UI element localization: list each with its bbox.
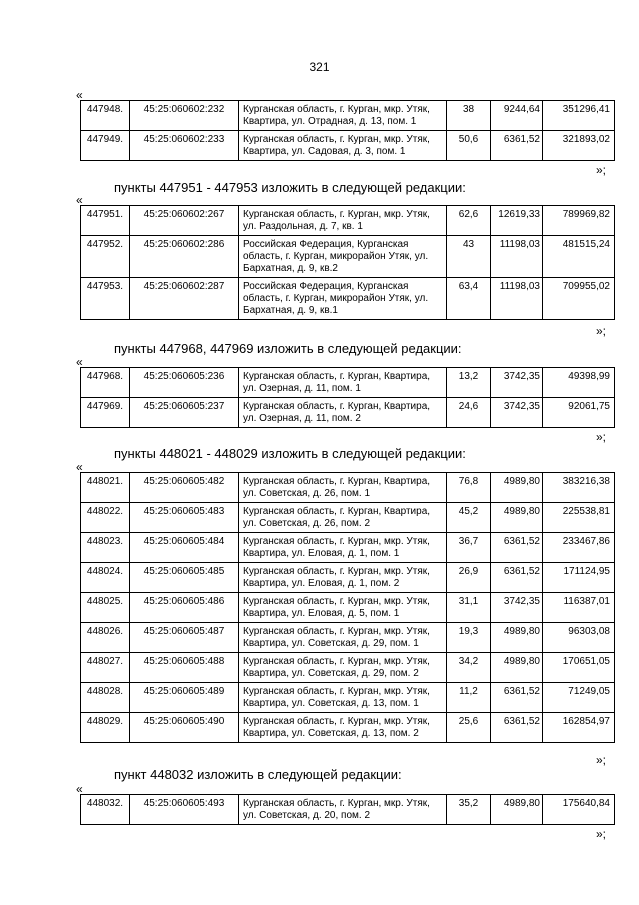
cadastral-number-cell: 45:25:060605:493: [130, 795, 239, 825]
address-cell: Курганская область, г. Курган, Квартира, ул. Озерная, д. 11, пом. 2: [239, 398, 447, 428]
unit-value-cell: 12619,33: [491, 206, 543, 236]
table-row: [81, 398, 615, 428]
unit-value-cell: 6361,52: [491, 131, 543, 161]
address-cell: Курганская область, г. Курган, мкр. Утяк, Квартира, ул. Отрадная, д. 13, пом. 1: [239, 101, 447, 131]
cadastral-number-cell: 45:25:060602:233: [130, 131, 239, 161]
area-cell: 11,2: [447, 683, 491, 713]
table-row: [81, 473, 615, 503]
unit-value-cell: 4989,80: [491, 473, 543, 503]
section-table: [80, 794, 615, 825]
area-cell: 34,2: [447, 653, 491, 683]
row-number-cell: 448032.: [81, 795, 130, 825]
cadastral-value-cell: 481515,24: [543, 236, 615, 278]
row-number-cell: 447968.: [81, 368, 130, 398]
open-quote: «: [76, 88, 83, 102]
row-number-cell: 448029.: [81, 713, 130, 743]
area-cell: 25,6: [447, 713, 491, 743]
address-cell: Курганская область, г. Курган, мкр. Утяк, ул. Раздольная, д. 7, кв. 1: [239, 206, 447, 236]
area-cell: 19,3: [447, 623, 491, 653]
row-number-cell: 448027.: [81, 653, 130, 683]
cadastral-number-cell: 45:25:060605:486: [130, 593, 239, 623]
unit-value-cell: 6361,52: [491, 563, 543, 593]
row-number-cell: 448024.: [81, 563, 130, 593]
cadastral-value-cell: 321893,02: [543, 131, 615, 161]
area-cell: 63,4: [447, 278, 491, 320]
unit-value-cell: 11198,03: [491, 278, 543, 320]
area-cell: 76,8: [447, 473, 491, 503]
area-cell: 36,7: [447, 533, 491, 563]
row-number-cell: 448026.: [81, 623, 130, 653]
unit-value-cell: 3742,35: [491, 398, 543, 428]
close-quote: »;: [596, 324, 607, 338]
cadastral-value-cell: 162854,97: [543, 713, 615, 743]
cadastral-number-cell: 45:25:060605:489: [130, 683, 239, 713]
section-heading: пункты 447968, 447969 изложить в следующей редакции:: [114, 341, 462, 356]
area-cell: 43: [447, 236, 491, 278]
table-row: [81, 713, 615, 743]
page-number: 321: [309, 60, 330, 74]
unit-value-cell: 4989,80: [491, 795, 543, 825]
cadastral-value-cell: 49398,99: [543, 368, 615, 398]
cadastral-number-cell: 45:25:060605:487: [130, 623, 239, 653]
area-cell: 13,2: [447, 368, 491, 398]
table-row: [81, 368, 615, 398]
cadastral-number-cell: 45:25:060605:490: [130, 713, 239, 743]
section-table: [80, 205, 615, 320]
table-row: [81, 206, 615, 236]
cadastral-value-cell: 116387,01: [543, 593, 615, 623]
area-cell: 62,6: [447, 206, 491, 236]
cadastral-number-cell: 45:25:060605:483: [130, 503, 239, 533]
unit-value-cell: 11198,03: [491, 236, 543, 278]
unit-value-cell: 9244,64: [491, 101, 543, 131]
close-quote: »;: [596, 827, 607, 841]
table-row: [81, 278, 615, 320]
cadastral-number-cell: 45:25:060605:236: [130, 368, 239, 398]
open-quote: «: [76, 782, 83, 796]
address-cell: Курганская область, г. Курган, Квартира, ул. Советская, д. 26, пом. 1: [239, 473, 447, 503]
cadastral-value-cell: 170651,05: [543, 653, 615, 683]
row-number-cell: 447951.: [81, 206, 130, 236]
address-cell: Курганская область, г. Курган, мкр. Утяк, Квартира, ул. Советская, д. 29, пом. 2: [239, 653, 447, 683]
table-row: [81, 101, 615, 131]
row-number-cell: 447953.: [81, 278, 130, 320]
table-row: [81, 236, 615, 278]
unit-value-cell: 4989,80: [491, 503, 543, 533]
open-quote: «: [76, 460, 83, 474]
address-cell: Курганская область, г. Курган, мкр. Утяк, Квартира, ул. Советская, д. 13, пом. 2: [239, 713, 447, 743]
address-cell: Курганская область, г. Курган, Квартира, ул. Советская, д. 26, пом. 2: [239, 503, 447, 533]
cadastral-value-cell: 171124,95: [543, 563, 615, 593]
table-row: [81, 623, 615, 653]
unit-value-cell: 6361,52: [491, 683, 543, 713]
row-number-cell: 448021.: [81, 473, 130, 503]
address-cell: Российская Федерация, Курганская область, г. Курган, микрорайон Утяк, ул. Бархатная, д. 9, кв.2: [239, 236, 447, 278]
table-row: [81, 533, 615, 563]
table-row: [81, 653, 615, 683]
cadastral-number-cell: 45:25:060605:485: [130, 563, 239, 593]
address-cell: Курганская область, г. Курган, Квартира, ул. Озерная, д. 11, пом. 1: [239, 368, 447, 398]
table-row: [81, 593, 615, 623]
cadastral-value-cell: 96303,08: [543, 623, 615, 653]
row-number-cell: 448028.: [81, 683, 130, 713]
section-heading: пункты 448021 - 448029 изложить в следующей редакции:: [114, 446, 466, 461]
row-number-cell: 448025.: [81, 593, 130, 623]
section-table: [80, 367, 615, 428]
unit-value-cell: 3742,35: [491, 593, 543, 623]
cadastral-value-cell: 175640,84: [543, 795, 615, 825]
area-cell: 35,2: [447, 795, 491, 825]
section-table: [80, 472, 615, 743]
cadastral-number-cell: 45:25:060602:267: [130, 206, 239, 236]
row-number-cell: 447949.: [81, 131, 130, 161]
address-cell: Курганская область, г. Курган, мкр. Утяк, Квартира, ул. Советская, д. 29, пом. 1: [239, 623, 447, 653]
cadastral-value-cell: 351296,41: [543, 101, 615, 131]
cadastral-value-cell: 789969,82: [543, 206, 615, 236]
area-cell: 45,2: [447, 503, 491, 533]
address-cell: Курганская область, г. Курган, мкр. Утяк, Квартира, ул. Советская, д. 13, пом. 1: [239, 683, 447, 713]
cadastral-value-cell: 225538,81: [543, 503, 615, 533]
table-row: [81, 503, 615, 533]
cadastral-value-cell: 709955,02: [543, 278, 615, 320]
table-row: [81, 563, 615, 593]
cadastral-number-cell: 45:25:060602:286: [130, 236, 239, 278]
address-cell: Курганская область, г. Курган, мкр. Утяк, Квартира, ул. Садовая, д. 3, пом. 1: [239, 131, 447, 161]
address-cell: Курганская область, г. Курган, мкр. Утяк, Квартира, ул. Еловая, д. 1, пом. 2: [239, 563, 447, 593]
area-cell: 31,1: [447, 593, 491, 623]
table-row: [81, 131, 615, 161]
section-heading: пункты 447951 - 447953 изложить в следующей редакции:: [114, 180, 466, 195]
close-quote: »;: [596, 753, 607, 767]
table-row: [81, 683, 615, 713]
unit-value-cell: 4989,80: [491, 623, 543, 653]
unit-value-cell: 6361,52: [491, 713, 543, 743]
unit-value-cell: 3742,35: [491, 368, 543, 398]
cadastral-number-cell: 45:25:060605:484: [130, 533, 239, 563]
row-number-cell: 448023.: [81, 533, 130, 563]
row-number-cell: 447969.: [81, 398, 130, 428]
area-cell: 50,6: [447, 131, 491, 161]
table-row: [81, 795, 615, 825]
unit-value-cell: 4989,80: [491, 653, 543, 683]
address-cell: Курганская область, г. Курган, мкр. Утяк, Квартира, ул. Еловая, д. 5, пом. 1: [239, 593, 447, 623]
cadastral-number-cell: 45:25:060605:488: [130, 653, 239, 683]
address-cell: Курганская область, г. Курган, мкр. Утяк, ул. Советская, д. 20, пом. 2: [239, 795, 447, 825]
open-quote: «: [76, 355, 83, 369]
cadastral-number-cell: 45:25:060602:287: [130, 278, 239, 320]
row-number-cell: 447952.: [81, 236, 130, 278]
address-cell: Российская Федерация, Курганская область, г. Курган, микрорайон Утяк, ул. Бархатная, д. 9, кв.1: [239, 278, 447, 320]
cadastral-number-cell: 45:25:060605:237: [130, 398, 239, 428]
cadastral-number-cell: 45:25:060602:232: [130, 101, 239, 131]
cadastral-number-cell: 45:25:060605:482: [130, 473, 239, 503]
area-cell: 24,6: [447, 398, 491, 428]
open-quote: «: [76, 193, 83, 207]
area-cell: 38: [447, 101, 491, 131]
section-table: [80, 100, 615, 161]
close-quote: »;: [596, 163, 607, 177]
address-cell: Курганская область, г. Курган, мкр. Утяк, Квартира, ул. Еловая, д. 1, пом. 1: [239, 533, 447, 563]
cadastral-value-cell: 92061,75: [543, 398, 615, 428]
close-quote: »;: [596, 430, 607, 444]
cadastral-value-cell: 233467,86: [543, 533, 615, 563]
cadastral-value-cell: 383216,38: [543, 473, 615, 503]
section-heading: пункт 448032 изложить в следующей редакции:: [114, 767, 402, 782]
cadastral-value-cell: 71249,05: [543, 683, 615, 713]
row-number-cell: 447948.: [81, 101, 130, 131]
row-number-cell: 448022.: [81, 503, 130, 533]
unit-value-cell: 6361,52: [491, 533, 543, 563]
area-cell: 26,9: [447, 563, 491, 593]
